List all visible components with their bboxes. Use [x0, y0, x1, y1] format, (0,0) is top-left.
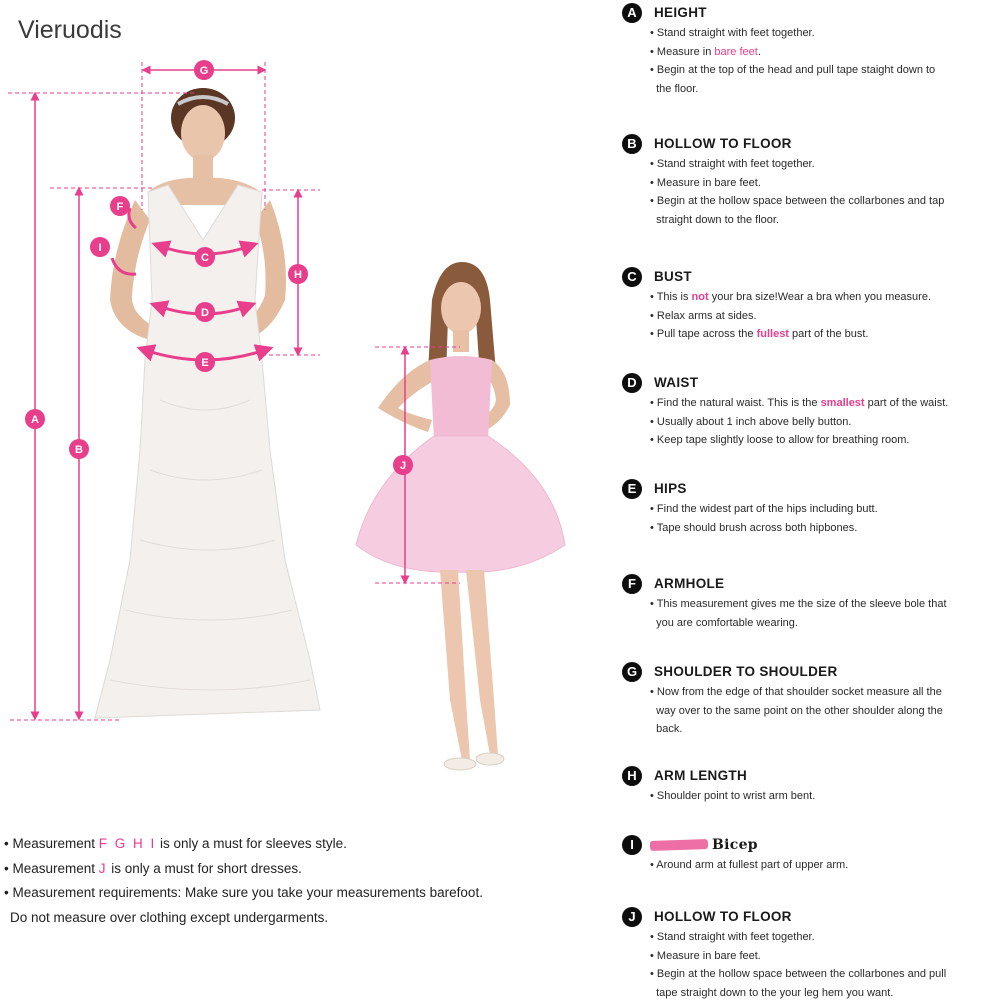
section-header: [622, 661, 1000, 683]
section-lines: [622, 288, 1000, 344]
section-letter-badge: I: [622, 835, 642, 855]
label-e: [195, 352, 215, 372]
instruction-line: • Measure in bare feet.: [650, 947, 1000, 966]
section-letter-badge: A: [622, 3, 642, 23]
instruction-line: • Find the natural waist. This is the smallest part of the waist.: [650, 394, 1000, 413]
section-f: [622, 573, 1000, 632]
note-line: • Measurement J is only a must for short dresses.: [4, 857, 564, 882]
label-e-text: E: [201, 357, 208, 369]
section-title: HEIGHT: [654, 5, 707, 20]
measurement-figures: [0, 0, 600, 800]
section-header: [622, 573, 1000, 595]
section-header: [622, 906, 1000, 928]
section-lines: [622, 24, 1000, 98]
section-e: [622, 478, 1000, 537]
section-title: ARMHOLE: [654, 576, 724, 591]
pink-scribble-mark: [650, 839, 708, 851]
instruction-line: • Pull tape across the fullest part of the bust.: [650, 325, 1000, 344]
label-f-text: F: [117, 201, 124, 213]
label-b: [69, 439, 89, 459]
section-header: [622, 765, 1000, 787]
section-header: [622, 478, 1000, 500]
instruction-line: • Stand straight with feet together.: [650, 24, 1000, 43]
instruction-line: • Tape should brush across both hipbones.: [650, 519, 1000, 538]
section-title: HIPS: [654, 481, 687, 496]
section-lines: [622, 856, 1000, 875]
label-g: [194, 60, 214, 80]
brand-name: Vieruodis: [18, 16, 122, 45]
section-title: Bicep: [712, 837, 758, 853]
section-lines: [622, 595, 1000, 632]
instruction-line: back.: [650, 720, 1000, 739]
section-letter-badge: D: [622, 373, 642, 393]
label-j-text: J: [400, 460, 406, 472]
section-letter-badge: E: [622, 479, 642, 499]
label-d-text: D: [201, 307, 209, 319]
instruction-line: way over to the same point on the other shoulder along the: [650, 702, 1000, 721]
label-b-text: B: [75, 444, 83, 456]
section-j: [622, 906, 1000, 1002]
section-header: [622, 266, 1000, 288]
section-letter-badge: F: [622, 574, 642, 594]
instruction-line: • Shoulder point to wrist arm bent.: [650, 787, 1000, 806]
label-i-text: I: [98, 242, 101, 254]
section-lines: [622, 683, 1000, 739]
section-title: BUST: [654, 269, 692, 284]
section-letter-badge: B: [622, 134, 642, 154]
label-h-text: H: [294, 269, 302, 281]
section-h: [622, 765, 1000, 806]
instruction-line: • This measurement gives me the size of the sleeve bole that: [650, 595, 1000, 614]
label-h: [288, 264, 308, 284]
instruction-line: • Find the widest part of the hips including butt.: [650, 500, 1000, 519]
section-lines: [622, 928, 1000, 1002]
instruction-line: the floor.: [650, 80, 1000, 99]
section-header: [622, 834, 1000, 856]
label-c: [195, 247, 215, 267]
label-d: [195, 302, 215, 322]
label-a: [25, 409, 45, 429]
instruction-line: • Measure in bare feet.: [650, 174, 1000, 193]
label-c-text: C: [201, 252, 209, 264]
section-header: [622, 2, 1000, 24]
section-title: HOLLOW TO FLOOR: [654, 909, 792, 924]
label-j: [393, 455, 413, 475]
section-letter-badge: G: [622, 662, 642, 682]
instruction-line: • Now from the edge of that shoulder socket measure all the: [650, 683, 1000, 702]
section-letter-badge: H: [622, 766, 642, 786]
instruction-line: • Begin at the hollow space between the collarbones and tap: [650, 192, 1000, 211]
instruction-line: straight down to the floor.: [650, 211, 1000, 230]
instruction-line: you are comfortable wearing.: [650, 614, 1000, 633]
section-c: [622, 266, 1000, 344]
section-g: [622, 661, 1000, 739]
instruction-line: • Around arm at fullest part of upper arm.: [650, 856, 1000, 875]
instruction-line: • Begin at the top of the head and pull tape staight down to: [650, 61, 1000, 80]
section-title: WAIST: [654, 375, 698, 390]
note-line: • Measurement F G H I is only a must for sleeves style.: [4, 832, 564, 857]
section-title: ARM LENGTH: [654, 768, 747, 783]
label-g-text: G: [200, 65, 209, 77]
measurement-notes: [4, 832, 564, 930]
section-lines: [622, 394, 1000, 450]
instruction-line: • Begin at the hollow space between the collarbones and pull: [650, 965, 1000, 984]
instruction-line: • Usually about 1 inch above belly button.: [650, 413, 1000, 432]
instruction-line: • Stand straight with feet together.: [650, 928, 1000, 947]
section-lines: [622, 787, 1000, 806]
label-i: [90, 237, 110, 257]
section-lines: [622, 500, 1000, 537]
section-letter-badge: J: [622, 907, 642, 927]
section-d: [622, 372, 1000, 450]
bride-figure: [95, 88, 320, 718]
section-b: [622, 133, 1000, 229]
section-header: [622, 372, 1000, 394]
instruction-line: tape straight down to the your leg hem you want.: [650, 984, 1000, 1002]
short-dress-figure: [356, 262, 565, 770]
note-line: • Measurement requirements: Make sure you take your measurements barefoot.: [4, 881, 564, 906]
instruction-line: • Stand straight with feet together.: [650, 155, 1000, 174]
note-line: Do not measure over clothing except undergarments.: [4, 906, 564, 931]
section-lines: [622, 155, 1000, 229]
section-i: [622, 834, 1000, 875]
instruction-line: • Measure in bare feet.: [650, 43, 1000, 62]
section-letter-badge: C: [622, 267, 642, 287]
section-title: HOLLOW TO FLOOR: [654, 136, 792, 151]
section-a: [622, 2, 1000, 98]
instruction-line: • This is not your bra size!Wear a bra when you measure.: [650, 288, 1000, 307]
section-title: SHOULDER TO SHOULDER: [654, 664, 838, 679]
measurement-guide: [622, 0, 1000, 1000]
instruction-line: • Keep tape slightly loose to allow for breathing room.: [650, 431, 1000, 450]
section-header: [622, 133, 1000, 155]
label-f: [110, 196, 130, 216]
label-a-text: A: [31, 414, 39, 426]
instruction-line: • Relax arms at sides.: [650, 307, 1000, 326]
